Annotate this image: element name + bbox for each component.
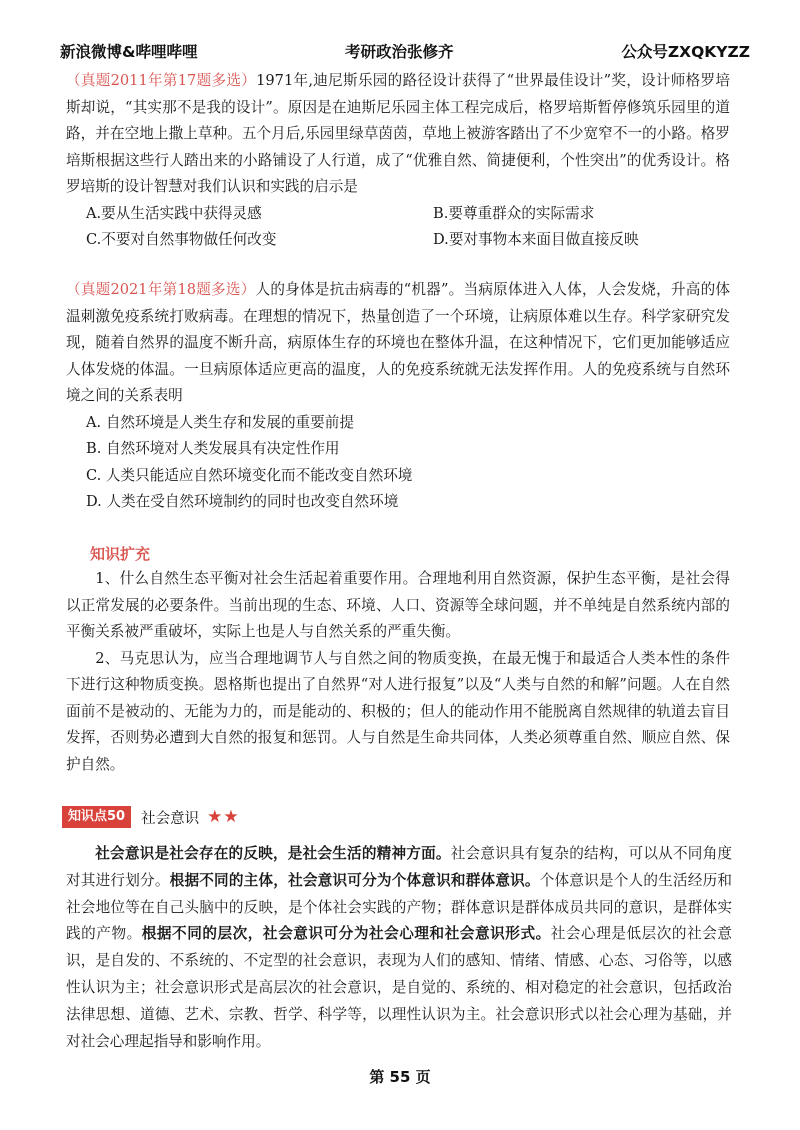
question-text: 人的身体是抗击病毒的“机器”。当病原体进入人体，人会发烧，升高的体温刺激免疫系统打败病毒。在理想的情况下，热量创造了一个环境，让病原体难以生存。科学家研究发现，随着自然界的温度不断升高，病原体生存的环境也在整体升温，在这种情况下，它们更加能够适应人体发烧的体温。一旦病原体适应更高的温度，人的免疫系统就无法发挥作用。人的免疫系统与自然环境之间的关系表明: [66, 281, 730, 404]
option-c: C.不要对自然事物做任何改变: [86, 231, 277, 248]
question-source-tag: （真题2011年第17题多选）: [66, 72, 257, 89]
option-a: A.要从生活实践中获得灵感: [86, 204, 262, 222]
key-statement: 社会意识是社会存在的反映，是社会生活的精神方面。: [95, 845, 451, 862]
option-d: D.要对事物本来面目做直接反映: [433, 231, 639, 248]
option-a: A. 自然环境是人类生存和发展的重要前提: [86, 413, 354, 431]
knowledge-point-title: 社会意识: [141, 810, 200, 827]
option-d: D. 人类在受自然环境制约的同时也改变自然环境: [86, 493, 399, 510]
question-source-tag: （真题2021年第18题多选）: [66, 281, 256, 298]
importance-stars-icon: ★★: [207, 807, 240, 827]
header-wechat-account: 公众号ZXQKYZZ: [621, 43, 750, 61]
option-b: B. 自然环境对人类发展具有决定性作用: [86, 440, 340, 457]
extension-paragraph-2: 2、马克思认为，应当合理地调节人与自然之间的物质变换，在最无愧于和最适合人类本性的条件下进行这种物质变换。恩格斯也提出了自然界“对人进行报复”以及“人类与自然的和解”问题。人在自然面前不是被动的、无能为力的，而是能动的、积极的；但人的能动作用不能脱离自然规律的轨道去盲目发挥，否则势必遭到大自然的报复和惩罚。人与自然是生命共同体，人类必须尊重自然、顺应自然、保护自然。: [66, 649, 730, 773]
extension-content: [66, 566, 730, 778]
header-weibo-bilibili: 新浪微博&哔哩哔哩: [60, 43, 198, 61]
question-text: 1971年,迪尼斯乐园的路径设计获得了“世界最佳设计”奖，设计师格罗培斯却说，“其实那不是我的设计”。原因是在迪斯尼乐园主体工程完成后，格罗培斯暂停修筑乐园里的道路，并在空地上撒上草种。五个月后,乐园里绿草茵茵，草地上被游客踏出了不少宽窄不一的小路。格罗培斯根据这些行人踏出来的小路铺设了人行道，成了“优雅自然、简捷便利，个性突出”的优秀设计。格罗培斯的设计智慧对我们认识和实践的启示是: [66, 72, 731, 195]
body-text: 社会意识具有复杂的结构，可以从不同角度对其进行划分。: [66, 845, 732, 889]
key-statement: 根据不同的主体，社会意识可分为个体意识和群体意识。: [169, 871, 540, 889]
body-text: 社会心理是低层次的社会意识，是自发的、不系统的、不定型的社会意识，表现为人们的感知、情绪、情感、心态、习俗等，以感性认识为主；社会意识形式是高层次的社会意识，是自觉的、系统的、相对稳定的社会意识，包括政治法律思想、道德、艺术、宗教、哲学、科学等，以理性认识为主。社会意识形式以社会心理为基础，并对社会心理起指导和影响作用。: [66, 925, 732, 1050]
option-b: B.要尊重群众的实际需求: [433, 204, 595, 222]
key-statement: 根据不同的层次，社会意识可分为社会心理和社会意识形式。: [141, 925, 551, 943]
option-list: [66, 201, 730, 254]
extension-heading: 知识扩充: [90, 545, 151, 563]
option-c: C. 人类只能适应自然环境变化而不能改变自然环境: [86, 466, 413, 484]
page-header: [60, 40, 750, 64]
knowledge-point-badge: 知识点50: [62, 806, 131, 828]
knowledge-point-heading: [62, 805, 240, 829]
body-text: 个体意识是个人的生活经历和社会地位等在自己头脑中的反映，是个体社会实践的产物；群体意识是群体成员共同的意识，是群体实践的产物。: [66, 871, 732, 943]
question-stem: [66, 277, 730, 410]
header-author: 考研政治张修齐: [345, 43, 454, 61]
body-paragraph: [66, 841, 732, 1055]
question-stem: [66, 68, 730, 201]
question-2021-18: [66, 277, 730, 516]
knowledge-point-body: [66, 841, 732, 1055]
question-2011-17: [66, 68, 730, 254]
page-number: 第 55 页: [369, 1068, 431, 1086]
option-list: [66, 410, 730, 516]
extension-paragraph-1: 1、什么自然生态平衡对社会生活起着重要作用。合理地利用自然资源，保护生态平衡，是社会得以正常发展的必要条件。当前出现的生态、环境、人口、资源等全球问题，并不单纯是自然系统内部的平衡关系被严重破坏，实际上也是人与自然关系的严重失衡。: [66, 570, 730, 640]
